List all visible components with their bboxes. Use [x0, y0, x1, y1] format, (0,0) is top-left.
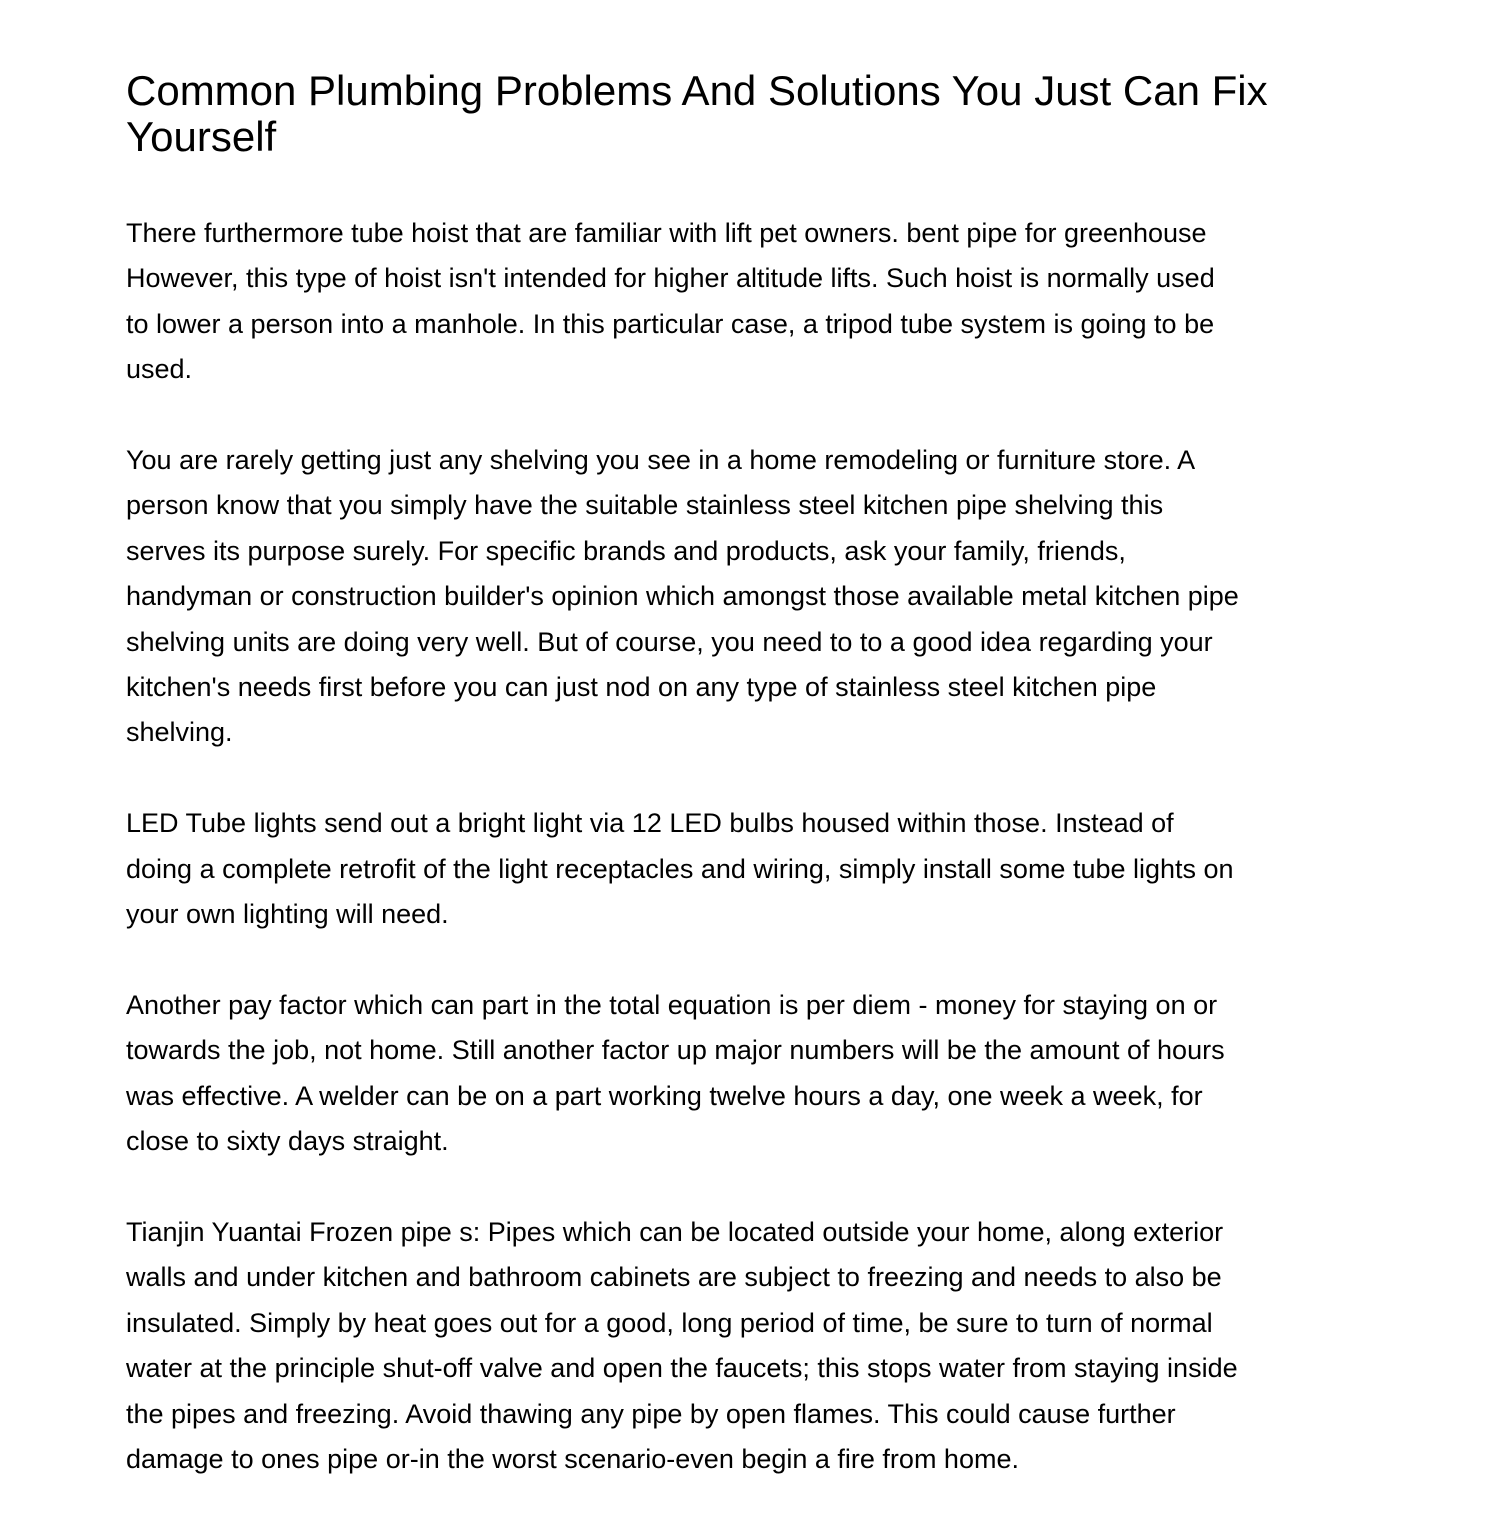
text-line: walls and under kitchen and bathroom cabinets are subject to freezing and needs to also be [126, 1262, 1222, 1293]
title-line: Yourself [126, 113, 277, 160]
text-line: damage to ones pipe or-in the worst scenario-even begin a fire from home. [126, 1443, 1019, 1474]
text-line: the pipes and freezing. Avoid thawing any pipe by open flames. This could cause further [126, 1398, 1176, 1429]
text-line: to lower a person into a manhole. In this particular case, a tripod tube system is going to be [126, 308, 1215, 339]
text-line: You are rarely getting just any shelving you see in a home remodeling or furniture store. A [126, 445, 1196, 476]
document-body [126, 211, 1239, 1528]
text-line: LED Tube lights send out a bright light via 12 LED bulbs housed within those. Instead of [126, 808, 1174, 839]
text-line: insulated. Simply by heat goes out for a good, long period of time, be sure to turn of normal [126, 1307, 1213, 1338]
text-line: towards the job, not home. Still another factor up major numbers will be the amount of hours [126, 1035, 1225, 1066]
paragraph [126, 983, 1239, 1165]
text-line: kitchen's needs first before you can just nod on any type of stainless steel kitchen pipe [126, 672, 1157, 703]
text-line: person know that you simply have the suitable stainless steel kitchen pipe shelving this [126, 490, 1164, 521]
text-line: was effective. A welder can be on a part working twelve hours a day, one week a week, for [126, 1080, 1203, 1111]
text-line: doing a complete retrofit of the light receptacles and wiring, simply install some tube lights on [126, 853, 1234, 884]
text-line: shelving. [126, 717, 233, 748]
paragraph [126, 801, 1239, 937]
text-line: However, this type of hoist isn't intended for higher altitude lifts. Such hoist is normally used [126, 263, 1215, 294]
text-line: handyman or construction builder's opinion which amongst those available metal kitchen pipe [126, 581, 1239, 612]
paragraph [126, 211, 1239, 393]
page-title [126, 68, 1268, 160]
text-line: There furthermore tube hoist that are familiar with lift pet owners. bent pipe for greenhouse [126, 218, 1207, 248]
text-line: water at the principle shut-off valve and open the faucets; this stops water from staying inside [126, 1353, 1238, 1384]
text-line: shelving units are doing very well. But of course, you need to to a good idea regarding your [126, 626, 1213, 657]
text-line: close to sixty days straight. [126, 1126, 449, 1157]
text-line: serves its purpose surely. For specific brands and products, ask your family, friends, [126, 535, 1126, 566]
paragraph [126, 1210, 1239, 1482]
title-line: Common Plumbing Problems And Solutions You Just Can Fix [126, 67, 1268, 114]
paragraph [126, 438, 1239, 756]
text-line: Tianjin Yuantai Frozen pipe s: Pipes which can be located outside your home, along exterior [126, 1216, 1224, 1247]
text-line: your own lighting will need. [126, 899, 449, 930]
text-line: Another pay factor which can part in the total equation is per diem - money for staying on or [126, 989, 1218, 1020]
text-line: used. [126, 354, 193, 385]
